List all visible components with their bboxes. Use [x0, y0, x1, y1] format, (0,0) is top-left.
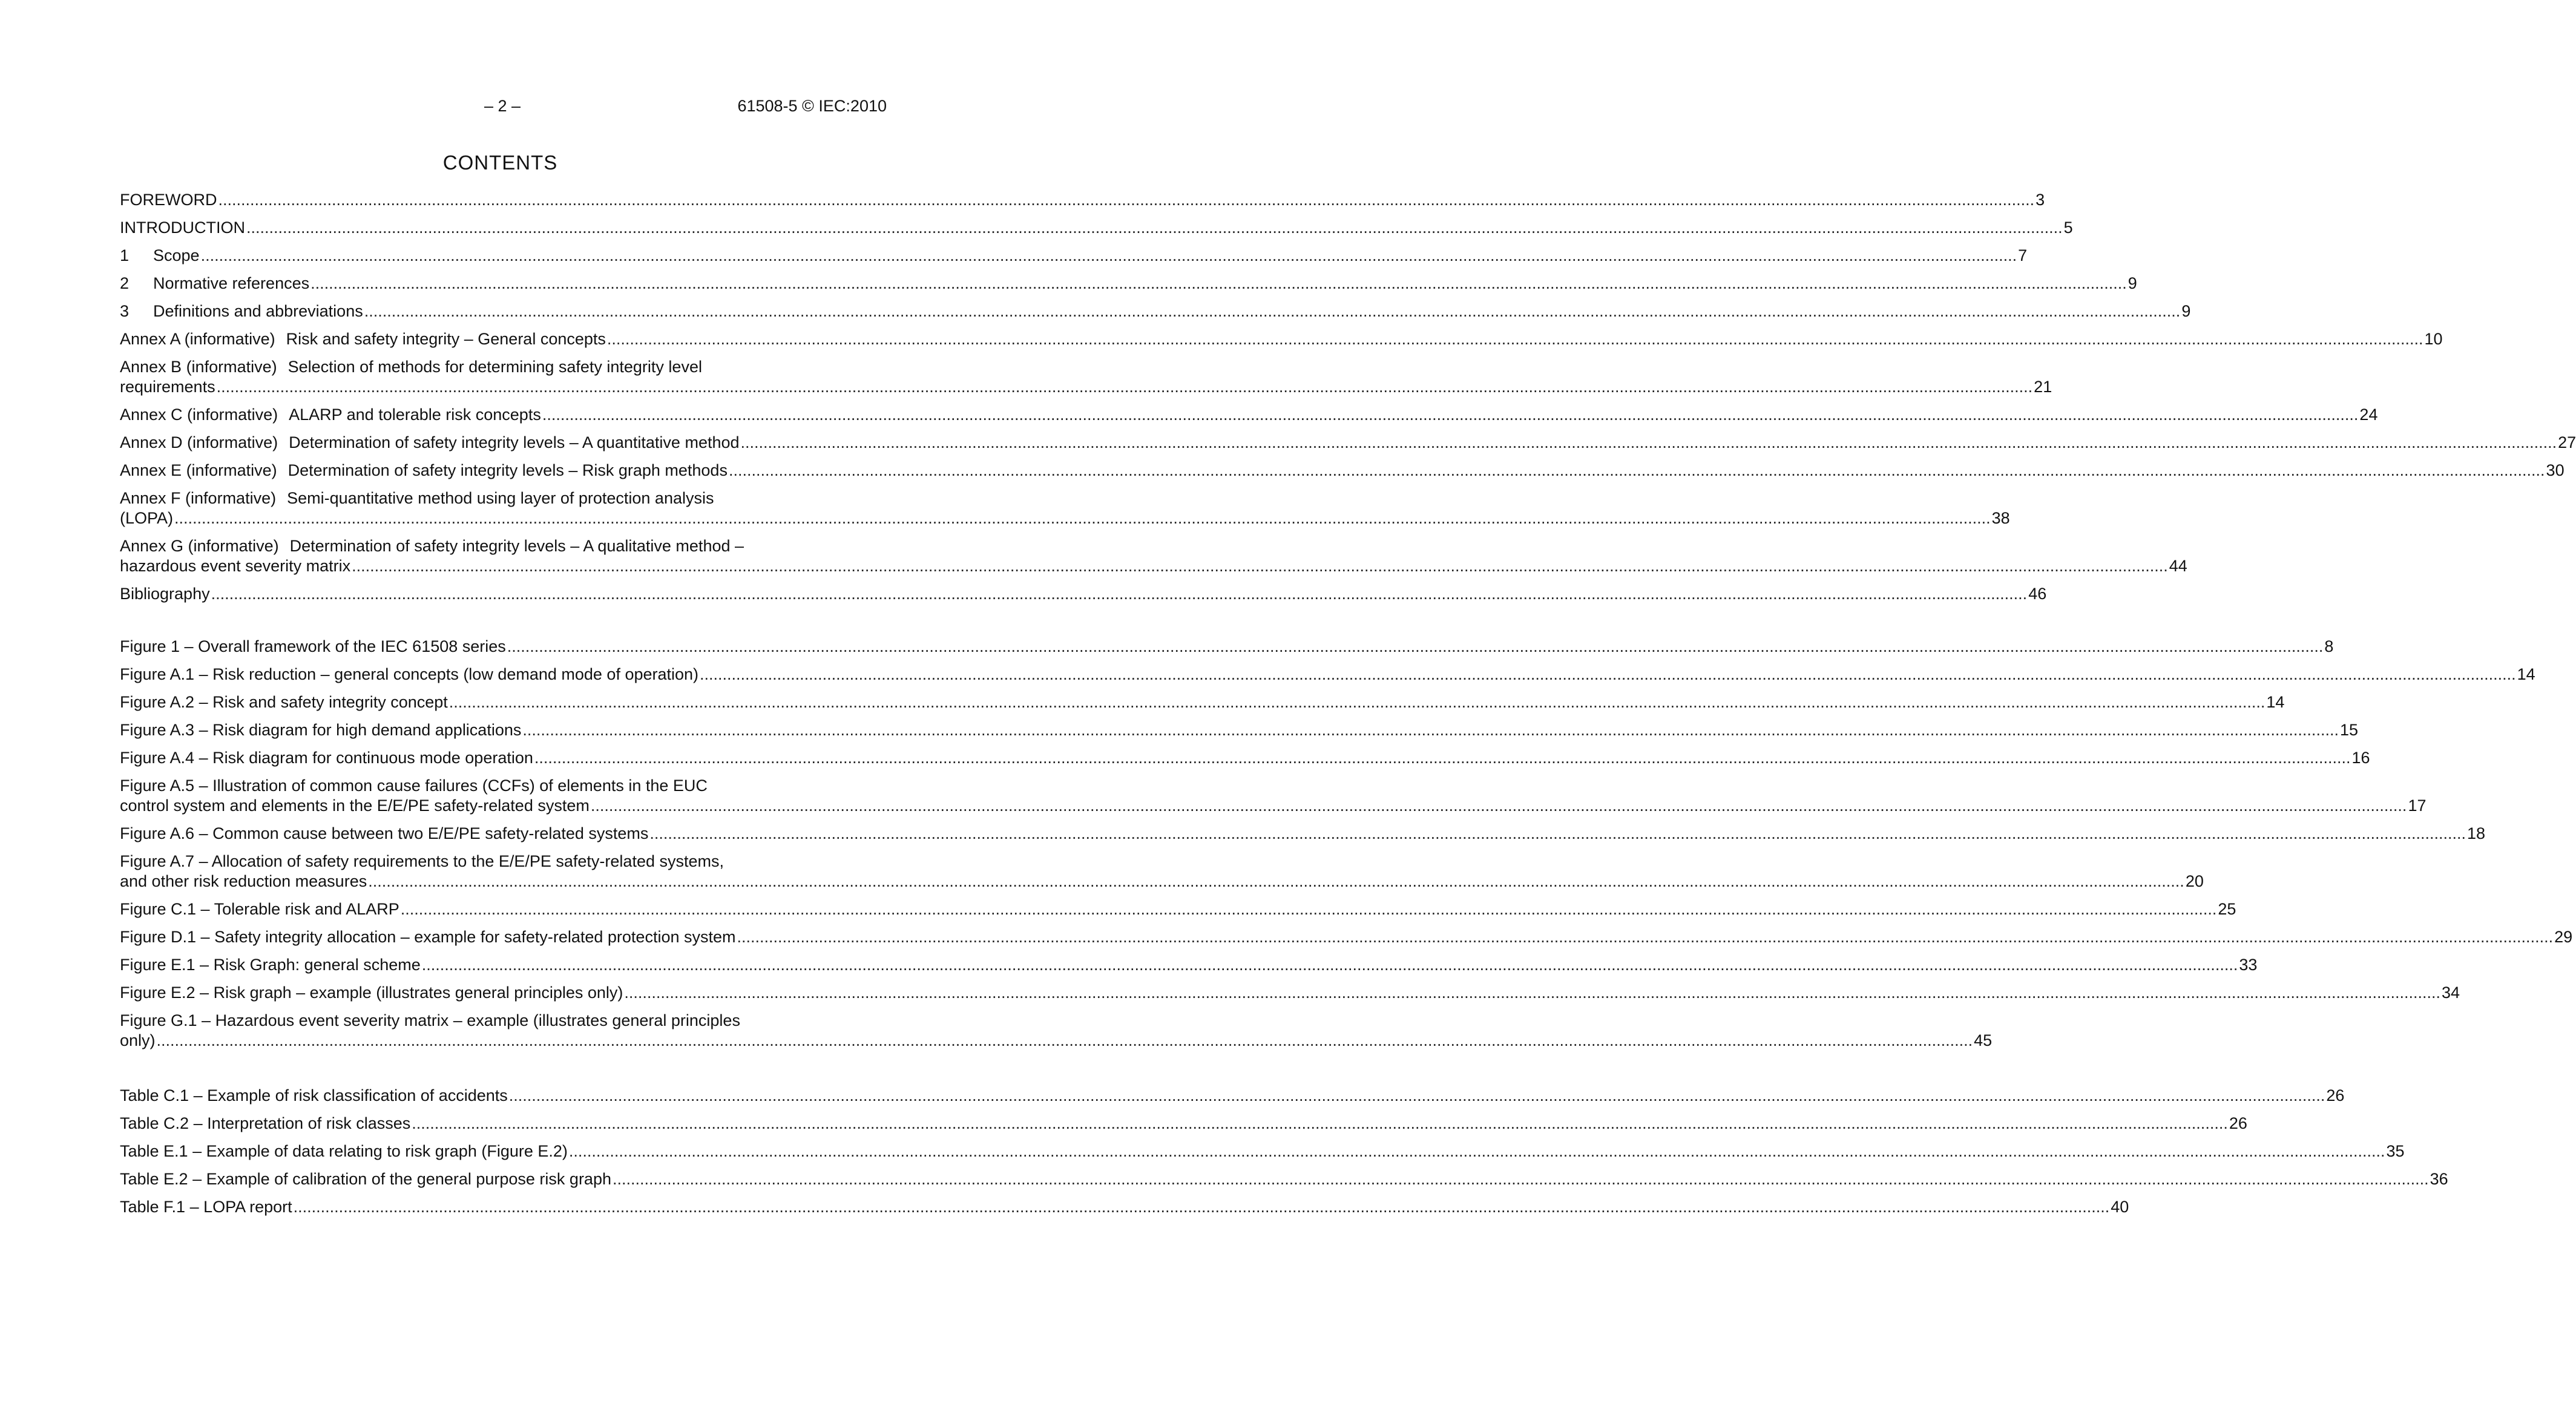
toc-entry-text: Figure A.4 – Risk diagram for continuous mode operation — [120, 749, 533, 767]
dot-leader: ................................................................................................................................................................................................................................................................................................................................................................................................................ — [246, 218, 2063, 237]
page-number: 14 — [2266, 693, 2285, 711]
toc-main-section — [120, 190, 2576, 612]
toc-entry-line — [120, 329, 2443, 349]
toc-entry-line — [120, 1086, 2345, 1106]
page-number: 35 — [2386, 1142, 2405, 1160]
annex-label: Annex A (informative) — [120, 330, 275, 348]
dot-leader: ................................................................................................................................................................................................................................................................................................................................................................................................................ — [211, 585, 2028, 603]
figure-entry[interactable] — [120, 776, 2426, 816]
page-number: 18 — [2467, 824, 2486, 842]
page-number: 27 — [2558, 433, 2576, 451]
toc-entry-line — [120, 1169, 2448, 1189]
figure-entry[interactable] — [120, 637, 2334, 657]
toc-entry-line — [120, 488, 887, 508]
dot-leader: ................................................................................................................................................................................................................................................................................................................................................................................................................ — [448, 693, 2266, 711]
toc-entry-title — [120, 461, 728, 481]
toc-entry-text: Determination of safety integrity levels – A quantitative method — [289, 433, 740, 451]
page-number: 44 — [2169, 557, 2187, 575]
table-entry[interactable] — [120, 1086, 2345, 1106]
page-number: 26 — [2326, 1086, 2345, 1105]
annex-label: Annex E (informative) — [120, 461, 277, 479]
section-number: 1 — [120, 246, 130, 264]
toc-entry-line — [120, 852, 887, 872]
toc-entry-title — [120, 301, 363, 321]
toc-entry-title-part: Determination of safety integrity levels – A qualitative method – — [289, 537, 744, 555]
dot-leader: ................................................................................................................................................................................................................................................................................................................................................................................................................ — [218, 191, 2035, 209]
toc-entry-line — [120, 301, 2191, 321]
toc-entry-text: control system and elements in the E/E/PE safety-related system — [120, 796, 590, 815]
toc-entry-line — [120, 637, 2334, 657]
toc-entry-line — [120, 357, 887, 377]
toc-entry-title — [120, 405, 541, 425]
dot-leader: ................................................................................................................................................................................................................................................................................................................................................................................................................ — [700, 665, 2516, 683]
figure-entry[interactable] — [120, 748, 2370, 768]
toc-entry-text: Figure A.6 – Common cause between two E/E/PE safety-related systems — [120, 824, 649, 842]
toc-entry[interactable] — [120, 329, 2443, 349]
toc-entry-title — [120, 1114, 410, 1134]
toc-entry-line — [120, 665, 2535, 685]
toc-entry-text: Table E.1 – Example of data relating to risk graph (Figure E.2) — [120, 1142, 568, 1160]
dot-leader: ................................................................................................................................................................................................................................................................................................................................................................................................................ — [522, 721, 2339, 739]
document-reference: 61508-5 © IEC:2010 — [737, 97, 887, 115]
toc-entry-text: Figure 1 – Overall framework of the IEC 61508 series — [120, 637, 506, 655]
toc-entry-title — [120, 190, 217, 210]
dot-leader: ................................................................................................................................................................................................................................................................................................................................................................................................................ — [728, 461, 2545, 479]
toc-figures-section — [120, 637, 2573, 1059]
toc-entry-text: Figure E.2 – Risk graph – example (illustrates general principles only) — [120, 983, 623, 1002]
page-number: 14 — [2517, 665, 2535, 683]
toc-entry-text: Definitions and abbreviations — [153, 302, 363, 320]
toc-entry-title — [120, 584, 210, 604]
dot-leader: ................................................................................................................................................................................................................................................................................................................................................................................................................ — [216, 378, 2033, 396]
dot-leader: ................................................................................................................................................................................................................................................................................................................................................................................................................ — [649, 824, 2466, 842]
toc-entry-text: Scope — [153, 246, 200, 264]
dot-leader: ................................................................................................................................................................................................................................................................................................................................................................................................................ — [624, 983, 2440, 1002]
toc-entry[interactable] — [120, 536, 2187, 576]
toc-entry-title — [120, 899, 399, 919]
page-number: 38 — [1991, 509, 2010, 527]
page-number: 30 — [2546, 461, 2564, 479]
dot-leader: ................................................................................................................................................................................................................................................................................................................................................................................................................ — [174, 509, 1991, 527]
annex-label: Annex B (informative) — [120, 358, 277, 376]
toc-entry-text: Figure E.1 – Risk Graph: general scheme — [120, 956, 421, 974]
toc-entry[interactable] — [120, 274, 2137, 294]
toc-entry-title-part: Figure A.7 – Allocation of safety requirements to the E/E/PE safety-related systems, — [120, 852, 724, 870]
toc-entry-title — [120, 824, 648, 844]
figure-entry[interactable] — [120, 824, 2486, 844]
toc-entry-text: (LOPA) — [120, 509, 174, 527]
toc-entry-line — [120, 776, 887, 796]
toc-entry[interactable] — [120, 584, 2047, 604]
toc-entry-text: Table C.1 – Example of risk classification of accidents — [120, 1086, 508, 1105]
toc-entry-line — [120, 1011, 887, 1031]
toc-entry-title — [120, 665, 698, 685]
toc-entry-text: Figure D.1 – Safety integrity allocation – example for safety-related protection system — [120, 928, 736, 946]
page-number: 24 — [2359, 405, 2378, 424]
figure-entry[interactable] — [120, 720, 2358, 740]
toc-entry-line — [120, 274, 2137, 294]
toc-entry[interactable] — [120, 301, 2191, 321]
dot-leader: ................................................................................................................................................................................................................................................................................................................................................................................................................ — [156, 1031, 1973, 1049]
toc-entry-line — [120, 983, 2460, 1003]
page-number: 33 — [2239, 956, 2258, 974]
toc-entry[interactable] — [120, 190, 2045, 210]
figure-entry[interactable] — [120, 899, 2236, 919]
toc-entry-line — [120, 1114, 2247, 1134]
toc-entry-line — [120, 218, 2073, 238]
toc-entry[interactable] — [120, 488, 2010, 528]
toc-entry-line — [120, 433, 2576, 453]
toc-entry[interactable] — [120, 461, 2564, 481]
toc-entry-text: FOREWORD — [120, 191, 217, 209]
toc-entry-line — [120, 508, 2010, 528]
toc-entry-line — [120, 872, 2204, 891]
toc-entry-line — [120, 377, 2052, 397]
dot-leader: ................................................................................................................................................................................................................................................................................................................................................................................................................ — [200, 246, 2017, 264]
figure-entry[interactable] — [120, 665, 2535, 685]
toc-entry-title — [120, 274, 309, 294]
toc-entry-text: hazardous event severity matrix — [120, 557, 351, 575]
toc-entry-title — [120, 329, 606, 349]
table-entry[interactable] — [120, 1114, 2247, 1134]
page-number: 10 — [2424, 330, 2443, 348]
annex-label: Annex F (informative) — [120, 489, 277, 507]
dot-leader: ................................................................................................................................................................................................................................................................................................................................................................................................................ — [534, 749, 2351, 767]
dot-leader: ................................................................................................................................................................................................................................................................................................................................................................................................................ — [740, 433, 2557, 451]
toc-entry-title — [120, 692, 448, 712]
toc-entry-line — [120, 584, 2047, 604]
toc-entry-title — [120, 556, 350, 576]
page-number: 25 — [2218, 900, 2236, 918]
toc-entry-line — [120, 556, 2187, 576]
figure-entry[interactable] — [120, 955, 2258, 975]
toc-entry-line — [120, 796, 2426, 816]
figure-entry[interactable] — [120, 983, 2460, 1003]
toc-entry-text: Normative references — [153, 274, 310, 292]
toc-entry[interactable] — [120, 433, 2576, 453]
page-number: 3 — [2036, 191, 2045, 209]
toc-entry-text: ALARP and tolerable risk concepts — [289, 405, 541, 424]
toc-entry[interactable] — [120, 246, 2028, 266]
page-number: 36 — [2430, 1170, 2448, 1188]
toc-entry-text: Figure C.1 – Tolerable risk and ALARP — [120, 900, 399, 918]
page-number: 29 — [2554, 928, 2573, 946]
dot-leader: ................................................................................................................................................................................................................................................................................................................................................................................................................ — [590, 796, 2407, 815]
toc-entry-title — [120, 1169, 611, 1189]
toc-entry-title — [120, 1197, 292, 1217]
dot-leader: ................................................................................................................................................................................................................................................................................................................................................................................................................ — [612, 1170, 2429, 1188]
toc-entry-line — [120, 748, 2370, 768]
annex-label: Annex C (informative) — [120, 405, 278, 424]
page-number: 20 — [2185, 872, 2204, 890]
toc-entry[interactable] — [120, 218, 2073, 238]
toc-entry-line — [120, 190, 2045, 210]
toc-entry-text: Bibliography — [120, 585, 210, 603]
toc-entry-title — [120, 218, 245, 238]
table-entry[interactable] — [120, 1197, 2129, 1217]
toc-entry-text: and other risk reduction measures — [120, 872, 367, 890]
toc-entry-line — [120, 461, 2564, 481]
table-entry[interactable] — [120, 1169, 2448, 1189]
dot-leader: ................................................................................................................................................................................................................................................................................................................................................................................................................ — [737, 928, 2554, 946]
toc-entry-title-part: Selection of methods for determining safety integrity level — [288, 358, 702, 376]
toc-entry-title — [120, 872, 367, 891]
toc-entry-line — [120, 692, 2285, 712]
toc-entry-line — [120, 824, 2486, 844]
toc-entry-text: Figure A.1 – Risk reduction – general concepts (low demand mode of operation) — [120, 665, 699, 683]
figure-entry[interactable] — [120, 692, 2285, 712]
dot-leader: ................................................................................................................................................................................................................................................................................................................................................................................................................ — [310, 274, 2127, 292]
toc-entry-line — [120, 927, 2573, 947]
toc-entry-text: Risk and safety integrity – General concepts — [286, 330, 606, 348]
toc-entry-title — [120, 983, 623, 1003]
dot-leader: ................................................................................................................................................................................................................................................................................................................................................................................................................ — [507, 637, 2324, 655]
toc-entry-text: Figure A.3 – Risk diagram for high demand applications — [120, 721, 522, 739]
toc-entry-line — [120, 955, 2258, 975]
toc-entry-title — [120, 246, 200, 266]
toc-entry-title-part: Semi-quantitative method using layer of protection analysis — [287, 489, 714, 507]
page-number: 45 — [1974, 1031, 1993, 1049]
page-number: 16 — [2351, 749, 2370, 767]
toc-entry-line — [120, 1141, 2405, 1161]
dot-leader: ................................................................................................................................................................................................................................................................................................................................................................................................................ — [293, 1198, 2110, 1216]
toc-entry-title — [120, 508, 173, 528]
page-number: 40 — [2111, 1198, 2129, 1216]
figure-entry[interactable] — [120, 927, 2573, 947]
page-number: 26 — [2229, 1114, 2247, 1132]
page-number: 21 — [2034, 378, 2052, 396]
toc-entry-title — [120, 955, 421, 975]
page-number: 8 — [2324, 637, 2334, 655]
page-number: 34 — [2441, 983, 2460, 1002]
toc-entry-title — [120, 433, 740, 453]
table-entry[interactable] — [120, 1141, 2405, 1161]
toc-entry-line — [120, 405, 2378, 425]
dot-leader: ................................................................................................................................................................................................................................................................................................................................................................................................................ — [508, 1086, 2325, 1105]
toc-entry-text: Table F.1 – LOPA report — [120, 1198, 292, 1216]
dot-leader: ................................................................................................................................................................................................................................................................................................................................................................................................................ — [400, 900, 2217, 918]
page-number: 9 — [2128, 274, 2137, 292]
toc-entry[interactable] — [120, 405, 2378, 425]
toc-entry-title — [120, 720, 521, 740]
toc-entry-text: requirements — [120, 378, 215, 396]
toc-tables-section — [120, 1086, 2448, 1225]
page-number: 9 — [2181, 302, 2191, 320]
toc-entry-text: Figure A.2 – Risk and safety integrity concept — [120, 693, 448, 711]
toc-entry-title-part: Figure G.1 – Hazardous event severity matrix – example (illustrates general principles — [120, 1011, 740, 1029]
toc-entry-text: Determination of safety integrity levels – Risk graph methods — [288, 461, 728, 479]
toc-entry-text: only) — [120, 1031, 156, 1049]
dot-leader: ................................................................................................................................................................................................................................................................................................................................................................................................................ — [568, 1142, 2385, 1160]
page-number: 7 — [2018, 246, 2028, 264]
dot-leader: ................................................................................................................................................................................................................................................................................................................................................................................................................ — [352, 557, 2168, 575]
section-number: 3 — [120, 302, 130, 320]
toc-entry-text: INTRODUCTION — [120, 218, 245, 237]
toc-entry-line — [120, 899, 2236, 919]
toc-entry-text: Table C.2 – Interpretation of risk classes — [120, 1114, 411, 1132]
page-number: 5 — [2063, 218, 2073, 237]
dot-leader: ................................................................................................................................................................................................................................................................................................................................................................................................................ — [368, 872, 2184, 890]
toc-entry[interactable] — [120, 357, 2052, 397]
dot-leader: ................................................................................................................................................................................................................................................................................................................................................................................................................ — [421, 956, 2238, 974]
page-number: 15 — [2339, 721, 2358, 739]
page-title: CONTENTS — [442, 151, 558, 174]
annex-label: Annex G (informative) — [120, 537, 279, 555]
toc-entry-title — [120, 796, 590, 816]
section-number: 2 — [120, 274, 130, 292]
page-number: 46 — [2028, 585, 2047, 603]
dot-leader: ................................................................................................................................................................................................................................................................................................................................................................................................................ — [606, 330, 2423, 348]
toc-entry-line — [120, 1197, 2129, 1217]
page-number: 17 — [2408, 796, 2426, 815]
toc-entry-title — [120, 637, 506, 657]
toc-entry-title — [120, 927, 735, 947]
figure-entry[interactable] — [120, 1011, 1993, 1051]
toc-entry-title — [120, 1086, 508, 1106]
dot-leader: ................................................................................................................................................................................................................................................................................................................................................................................................................ — [542, 405, 2359, 424]
dot-leader: ................................................................................................................................................................................................................................................................................................................................................................................................................ — [412, 1114, 2228, 1132]
toc-entry-title-part: Figure A.5 – Illustration of common cause failures (CCFs) of elements in the EUC — [120, 776, 708, 795]
toc-entry-line — [120, 246, 2028, 266]
toc-entry-title — [120, 1031, 156, 1051]
toc-entry-title — [120, 377, 215, 397]
toc-entry-line — [120, 536, 887, 556]
toc-entry-title — [120, 748, 533, 768]
toc-entry-line — [120, 1031, 1993, 1051]
annex-label: Annex D (informative) — [120, 433, 278, 451]
toc-entry-line — [120, 720, 2358, 740]
dot-leader: ................................................................................................................................................................................................................................................................................................................................................................................................................ — [364, 302, 2181, 320]
figure-entry[interactable] — [120, 852, 2204, 891]
toc-entry-title — [120, 1141, 568, 1161]
page-number-header: – 2 – — [484, 97, 521, 115]
toc-entry-text: Table E.2 – Example of calibration of the general purpose risk graph — [120, 1170, 611, 1188]
